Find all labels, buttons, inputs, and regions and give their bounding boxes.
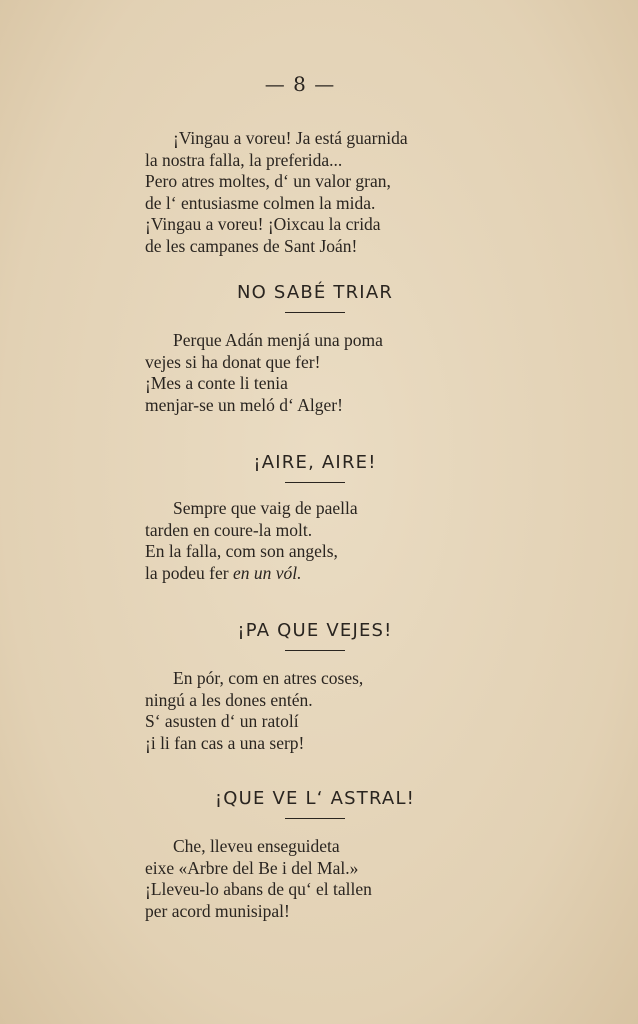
verse-line: la nostra falla, la preferida... bbox=[145, 149, 343, 170]
intro-stanza bbox=[145, 128, 475, 257]
verse-line: ¡Vingau a voreu! Ja está guarnida bbox=[173, 128, 408, 148]
page-number: — 8 — bbox=[264, 72, 336, 96]
verse-line: de l‘ entusiasme colmen la mida. bbox=[145, 192, 376, 213]
stanza-pa-que-vejes bbox=[145, 668, 475, 754]
stanza-que-ve-l-astral bbox=[145, 836, 475, 922]
verse-line: de les campanes de Sant Joán! bbox=[145, 235, 358, 256]
title-underline bbox=[285, 650, 345, 651]
verse-line: En la falla, com son angels, bbox=[145, 541, 338, 561]
section-title-pa-que-vejes: ¡PA QUE VEJES! bbox=[237, 620, 393, 641]
verse-line: vejes si ha donat que fer! bbox=[145, 351, 321, 372]
verse-line: En pór, com en atres coses, bbox=[173, 668, 364, 688]
title-underline bbox=[285, 312, 345, 313]
verse-line-plain: la podeu fer bbox=[145, 562, 233, 583]
stanza-no-sabe-triar bbox=[145, 330, 475, 416]
verse-line-italic: en un vól. bbox=[232, 562, 302, 583]
verse-line: tarden en coure-la molt. bbox=[145, 519, 313, 540]
verse-line bbox=[145, 563, 475, 585]
stanza-aire-aire bbox=[145, 498, 475, 584]
verse-line: ¡Mes a conte li tenia bbox=[145, 373, 288, 393]
verse-line: eixe «Arbre del Be i del Mal.» bbox=[145, 857, 359, 878]
title-underline bbox=[285, 482, 345, 483]
section-title-aire-aire: ¡AIRE, AIRE! bbox=[253, 452, 377, 473]
verse-line: Che, lleveu enseguideta bbox=[173, 836, 340, 856]
verse-line: Pero atres moltes, d‘ un valor gran, bbox=[145, 171, 391, 191]
title-underline bbox=[285, 818, 345, 819]
verse-line: menjar-se un meló d‘ Alger! bbox=[145, 394, 343, 415]
verse-line: per acord munisipal! bbox=[145, 900, 290, 921]
section-title-no-sabe-triar: NO SABÉ TRIAR bbox=[236, 282, 394, 303]
verse-line: ¡i li fan cas a una serp! bbox=[145, 732, 305, 753]
section-title-que-ve-l-astral: ¡QUE VE L‘ ASTRAL! bbox=[214, 788, 416, 809]
verse-line: Perque Adán menjá una poma bbox=[173, 330, 383, 350]
verse-line: S‘ asusten d‘ un ratolí bbox=[145, 711, 299, 731]
verse-line: ¡Lleveu-lo abans de qu‘ el tallen bbox=[145, 879, 372, 899]
verse-line: ningú a les dones entén. bbox=[145, 689, 313, 710]
verse-line: Sempre que vaig de paella bbox=[173, 498, 358, 518]
verse-line: ¡Vingau a voreu! ¡Oixcau la crida bbox=[145, 214, 381, 234]
